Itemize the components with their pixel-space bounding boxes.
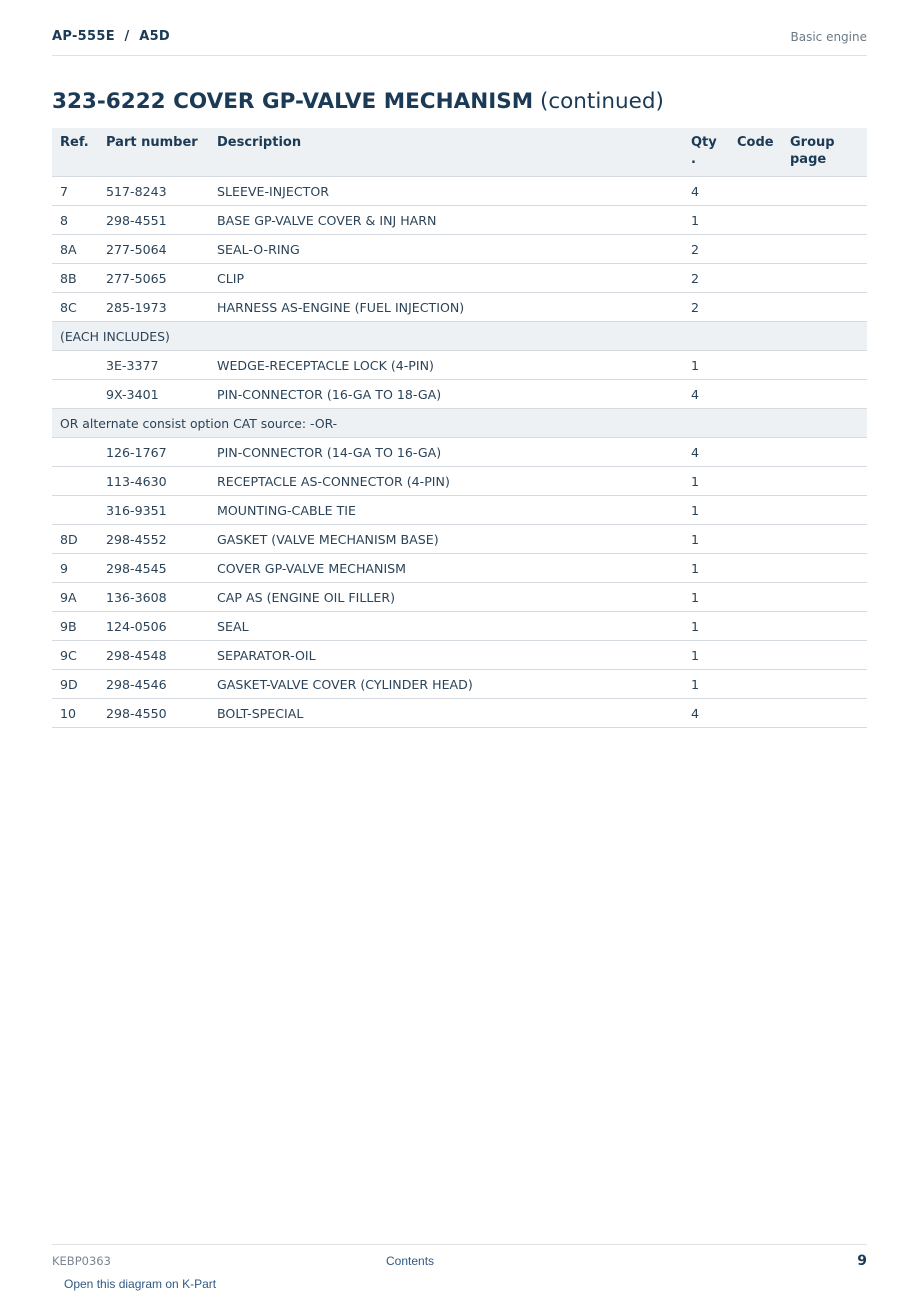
cell-code — [729, 264, 782, 293]
cell-ref: 8 — [52, 206, 98, 235]
document-page — [52, 0, 867, 1300]
table-row — [52, 641, 867, 670]
cell-code — [729, 293, 782, 322]
cell-ref — [52, 438, 98, 467]
table-note-row — [52, 409, 867, 438]
cell-code — [729, 380, 782, 409]
column-header-qty — [683, 128, 729, 177]
cell-code — [729, 641, 782, 670]
open-diagram-link[interactable]: Open this diagram on K-Part — [64, 1277, 217, 1291]
cell-description: BASE GP-VALVE COVER & INJ HARN — [209, 206, 683, 235]
cell-part-number: 298-4551 — [98, 206, 209, 235]
table-row — [52, 351, 867, 380]
cell-description: PIN-CONNECTOR (16-GA TO 18-GA) — [209, 380, 683, 409]
cell-qty: 1 — [683, 641, 729, 670]
cell-qty: 4 — [683, 699, 729, 728]
cell-group-page — [782, 264, 867, 293]
cell-part-number: 3E-3377 — [98, 351, 209, 380]
column-header-ref: Ref. — [52, 128, 98, 177]
cell-code — [729, 467, 782, 496]
table-row — [52, 264, 867, 293]
cell-qty: 1 — [683, 525, 729, 554]
table-row — [52, 467, 867, 496]
cell-ref: 10 — [52, 699, 98, 728]
cell-group-page — [782, 380, 867, 409]
cell-group-page — [782, 525, 867, 554]
table-row — [52, 525, 867, 554]
page-number: 9 — [857, 1253, 867, 1269]
cell-part-number: 277-5064 — [98, 235, 209, 264]
cell-ref: 9D — [52, 670, 98, 699]
cell-qty: 2 — [683, 264, 729, 293]
cell-part-number: 298-4546 — [98, 670, 209, 699]
table-header-row — [52, 128, 867, 177]
cell-part-number: 298-4552 — [98, 525, 209, 554]
cell-description: SLEEVE-INJECTOR — [209, 177, 683, 206]
cell-group-page — [782, 641, 867, 670]
cell-qty: 1 — [683, 670, 729, 699]
cell-qty: 2 — [683, 235, 729, 264]
cell-part-number: 9X-3401 — [98, 380, 209, 409]
cell-group-page — [782, 554, 867, 583]
cell-ref — [52, 496, 98, 525]
cell-description: COVER GP-VALVE MECHANISM — [209, 554, 683, 583]
cell-ref: 9 — [52, 554, 98, 583]
cell-description: CAP AS (ENGINE OIL FILLER) — [209, 583, 683, 612]
table-note-row — [52, 322, 867, 351]
cell-qty: 1 — [683, 583, 729, 612]
cell-qty: 1 — [683, 206, 729, 235]
cell-description: HARNESS AS-ENGINE (FUEL INJECTION) — [209, 293, 683, 322]
cell-part-number: 277-5065 — [98, 264, 209, 293]
cell-qty: 2 — [683, 293, 729, 322]
cell-ref: 9A — [52, 583, 98, 612]
column-header-qty-line1: Qty — [691, 135, 717, 150]
document-code: KEBP0363 — [52, 1254, 111, 1268]
column-header-description: Description — [209, 128, 683, 177]
table-row — [52, 206, 867, 235]
table-row — [52, 496, 867, 525]
cell-description: BOLT-SPECIAL — [209, 699, 683, 728]
cell-code — [729, 177, 782, 206]
table-row — [52, 670, 867, 699]
cell-qty: 1 — [683, 351, 729, 380]
parts-table-body — [52, 177, 867, 728]
table-row — [52, 438, 867, 467]
cell-part-number: 298-4548 — [98, 641, 209, 670]
cell-group-page — [782, 583, 867, 612]
cell-group-page — [782, 293, 867, 322]
cell-code — [729, 612, 782, 641]
cell-code — [729, 496, 782, 525]
cell-description: SEPARATOR-OIL — [209, 641, 683, 670]
cell-description: CLIP — [209, 264, 683, 293]
page-footer — [52, 1244, 867, 1291]
cell-group-page — [782, 177, 867, 206]
cell-qty: 4 — [683, 177, 729, 206]
table-row — [52, 380, 867, 409]
cell-qty: 1 — [683, 612, 729, 641]
cell-code — [729, 699, 782, 728]
cell-code — [729, 554, 782, 583]
cell-ref — [52, 467, 98, 496]
cell-group-page — [782, 612, 867, 641]
cell-description: GASKET (VALVE MECHANISM BASE) — [209, 525, 683, 554]
table-row — [52, 554, 867, 583]
cell-ref: 7 — [52, 177, 98, 206]
cell-part-number: 298-4545 — [98, 554, 209, 583]
cell-part-number: 285-1973 — [98, 293, 209, 322]
cell-description: GASKET-VALVE COVER (CYLINDER HEAD) — [209, 670, 683, 699]
cell-ref: 8D — [52, 525, 98, 554]
cell-code — [729, 583, 782, 612]
cell-description: RECEPTACLE AS-CONNECTOR (4-PIN) — [209, 467, 683, 496]
cell-code — [729, 235, 782, 264]
parts-table — [52, 128, 867, 728]
column-header-group-page — [782, 128, 867, 177]
table-row — [52, 177, 867, 206]
cell-group-page — [782, 235, 867, 264]
page-title — [52, 89, 664, 114]
cell-part-number: 136-3608 — [98, 583, 209, 612]
table-row — [52, 235, 867, 264]
cell-code — [729, 525, 782, 554]
table-row — [52, 293, 867, 322]
column-header-qty-line2: . — [691, 152, 696, 167]
cell-ref: 9B — [52, 612, 98, 641]
cell-part-number: 113-4630 — [98, 467, 209, 496]
cell-code — [729, 351, 782, 380]
document-id: AP-555E / A5D — [52, 29, 171, 44]
section-name: Basic engine — [790, 30, 867, 44]
cell-ref: 8B — [52, 264, 98, 293]
cell-part-number: 124-0506 — [98, 612, 209, 641]
cell-ref: 8A — [52, 235, 98, 264]
table-row — [52, 612, 867, 641]
cell-qty: 1 — [683, 496, 729, 525]
cell-group-page — [782, 438, 867, 467]
cell-group-page — [782, 699, 867, 728]
column-header-group-line2: page — [790, 152, 827, 167]
cell-code — [729, 206, 782, 235]
cell-qty: 4 — [683, 438, 729, 467]
page-title-main: 323-6222 COVER GP-VALVE MECHANISM — [52, 89, 534, 114]
cell-part-number: 126-1767 — [98, 438, 209, 467]
note-text: (EACH INCLUDES) — [52, 322, 867, 351]
cell-description: PIN-CONNECTOR (14-GA TO 16-GA) — [209, 438, 683, 467]
cell-group-page — [782, 206, 867, 235]
cell-qty: 4 — [683, 380, 729, 409]
column-header-group-line1: Group — [790, 135, 835, 150]
column-header-code: Code — [729, 128, 782, 177]
cell-code — [729, 438, 782, 467]
column-header-part-number: Part number — [98, 128, 209, 177]
cell-description: WEDGE-RECEPTACLE LOCK (4-PIN) — [209, 351, 683, 380]
cell-group-page — [782, 467, 867, 496]
cell-description: MOUNTING-CABLE TIE — [209, 496, 683, 525]
contents-link[interactable]: Contents — [386, 1254, 435, 1268]
cell-part-number: 316-9351 — [98, 496, 209, 525]
cell-ref: 9C — [52, 641, 98, 670]
cell-group-page — [782, 351, 867, 380]
cell-part-number: 517-8243 — [98, 177, 209, 206]
cell-group-page — [782, 670, 867, 699]
cell-code — [729, 670, 782, 699]
cell-group-page — [782, 496, 867, 525]
page-title-suffix: (continued) — [533, 89, 664, 114]
cell-description: SEAL — [209, 612, 683, 641]
cell-ref: 8C — [52, 293, 98, 322]
cell-part-number: 298-4550 — [98, 699, 209, 728]
table-row — [52, 583, 867, 612]
table-row — [52, 699, 867, 728]
page-header — [52, 28, 867, 56]
cell-ref — [52, 351, 98, 380]
note-text: OR alternate consist option CAT source: -OR- — [52, 409, 867, 438]
cell-qty: 1 — [683, 554, 729, 583]
cell-description: SEAL-O-RING — [209, 235, 683, 264]
cell-qty: 1 — [683, 467, 729, 496]
cell-ref — [52, 380, 98, 409]
